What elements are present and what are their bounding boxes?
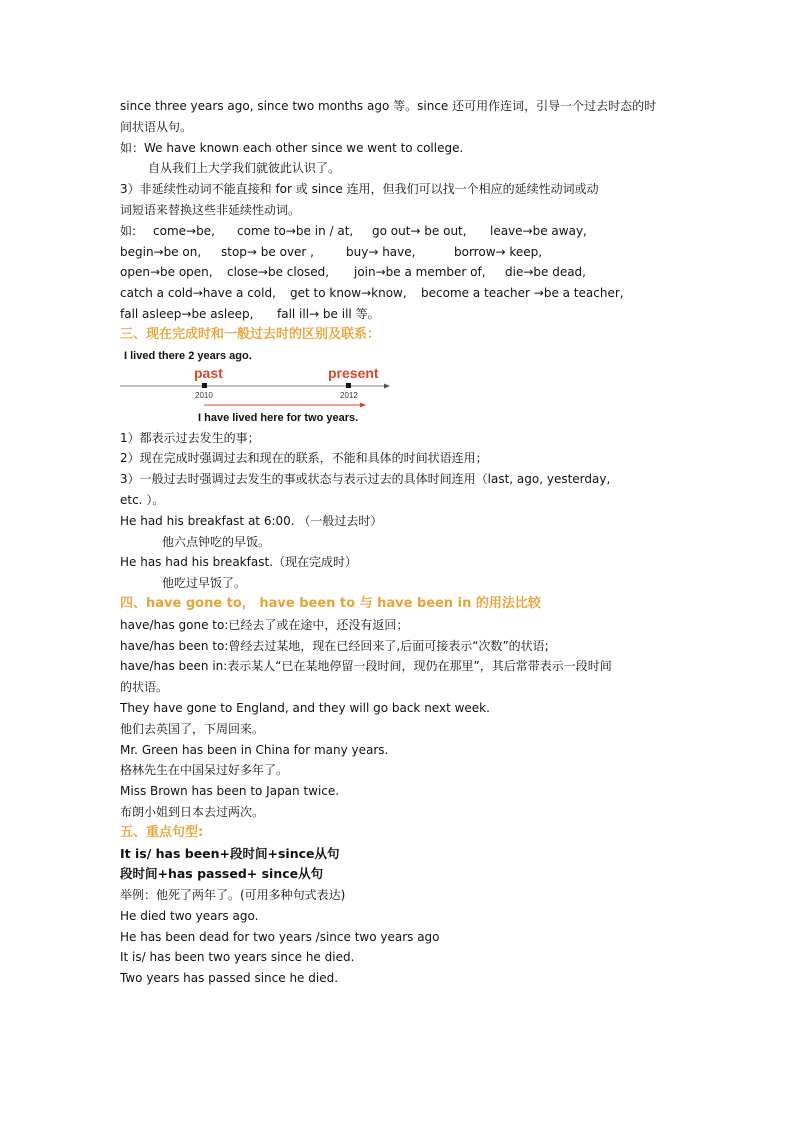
text-line: etc. ）。 bbox=[120, 492, 165, 507]
timeline-year-past: 2010 bbox=[195, 390, 213, 400]
timeline-past-label: past bbox=[194, 364, 223, 381]
example-sentence: He had his breakfast at 6:00. （一般过去时） bbox=[120, 513, 383, 528]
verb-pair: fall asleep→be asleep, bbox=[120, 306, 254, 321]
verb-pairs-row-2 bbox=[120, 242, 680, 263]
verb-pair: open→be open, bbox=[120, 265, 213, 280]
verb-pairs-row-3 bbox=[120, 262, 680, 283]
text-line: 举例：他死了两年了。(可用多种句式表达) bbox=[120, 888, 346, 903]
verb-pair: come to→be in / at, bbox=[237, 223, 354, 238]
timeline-year-present: 2012 bbox=[340, 390, 358, 400]
timeline-axis-arrowhead bbox=[384, 383, 390, 388]
example-sentence: It is/ has been two years since he died. bbox=[120, 950, 355, 965]
verb-pair: die→be dead, bbox=[505, 265, 586, 280]
example-sentence: He has been dead for two years /since two years ago bbox=[120, 929, 440, 944]
verb-pair: begin→be on, bbox=[120, 244, 202, 259]
verb-pair: leave→be away, bbox=[490, 223, 587, 238]
verb-pair: close→be closed, bbox=[227, 265, 330, 280]
timeline-past-marker bbox=[202, 383, 207, 388]
text-line: 如：We have known each other since we went to college. bbox=[120, 140, 464, 155]
text-line: 2）现在完成时强调过去和现在的联系，不能和具体的时间状语连用； bbox=[120, 451, 488, 466]
section-heading-5: 五、重点句型: bbox=[120, 824, 204, 840]
timeline-top-sentence: I lived there 2 years ago. bbox=[124, 349, 252, 362]
example-translation: 他六点钟吃的早饭。 bbox=[162, 534, 271, 549]
verb-pair: catch a cold→have a cold, bbox=[120, 286, 276, 301]
section-heading-4: 四、have gone to， have been to 与 have been in 的用法比较 bbox=[120, 595, 541, 611]
verb-pair: get to know→know, bbox=[290, 286, 407, 301]
verb-pair: fall ill→ be ill 等。 bbox=[277, 306, 380, 321]
text-line: since three years ago, since two months ago 等。since 还可用作连词，引导一个过去时态的时 bbox=[120, 99, 657, 113]
text-line: 自从我们上大学我们就彼此认识了。 bbox=[148, 161, 341, 176]
verb-pair: come→be, bbox=[153, 223, 215, 238]
verb-pair: join→be a member of, bbox=[354, 265, 486, 280]
text-line: 词短语来替换这些非延续性动词。 bbox=[120, 202, 301, 217]
verb-pair: stop→ be over , bbox=[221, 244, 314, 259]
verb-pairs-row-1 bbox=[120, 221, 680, 242]
text-line: 1）都表示过去发生的事； bbox=[120, 430, 260, 445]
section-heading-3: 三、现在完成时和一般过去时的区别及联系： bbox=[120, 326, 381, 342]
sentence-pattern: It is/ has been+段时间+since从句 bbox=[120, 845, 340, 861]
example-sentence: He died two years ago. bbox=[120, 908, 259, 923]
example-sentence: Two years has passed since he died. bbox=[120, 971, 339, 986]
timeline-present-label: present bbox=[328, 364, 379, 381]
verb-pair: borrow→ keep, bbox=[454, 244, 543, 259]
text-line: 3）一般过去时强调过去发生的事或状态与表示过去的具体时间连用（last, ago, yesterday, bbox=[120, 472, 611, 487]
tense-timeline-diagram bbox=[120, 346, 680, 428]
example-sentence: Mr. Green has been in China for many years. bbox=[120, 742, 389, 757]
verb-pairs-row-5 bbox=[120, 304, 680, 325]
text-line: have/has been in:表示某人“已在某地停留一段时间，现仍在那里”，其后常带表示一段时间 bbox=[120, 659, 612, 674]
text-line: have/has gone to:已经去了或在途中，还没有返回； bbox=[120, 617, 409, 632]
example-sentence: They have gone to England, and they will go back next week. bbox=[120, 700, 490, 715]
verb-pair: go out→ be out, bbox=[372, 223, 467, 238]
example-translation: 他吃过早饭了。 bbox=[162, 576, 247, 591]
text-line: have/has been to:曾经去过某地，现在已经回来了,后面可接表示“次数”的状语; bbox=[120, 638, 549, 653]
text-line: 间状语从句。 bbox=[120, 119, 193, 134]
document-page bbox=[120, 96, 680, 989]
timeline-duration-arrowhead bbox=[360, 402, 366, 407]
verb-pair: become a teacher →be a teacher, bbox=[421, 286, 624, 301]
example-translation: 他们去英国了，下周回来。 bbox=[120, 721, 265, 736]
text-line: 3）非延续性动词不能直接和 for 或 since 连用，但我们可以找一个相应的延续性动词或动 bbox=[120, 182, 599, 197]
verb-pair: 如: bbox=[120, 223, 137, 238]
example-sentence: Miss Brown has been to Japan twice. bbox=[120, 784, 340, 799]
example-translation: 格林先生在中国呆过好多年了。 bbox=[120, 763, 289, 778]
verb-pair: buy→ have, bbox=[346, 244, 416, 259]
timeline-bottom-sentence: I have lived here for two years. bbox=[198, 411, 359, 424]
timeline-present-marker bbox=[346, 383, 351, 388]
example-sentence: He has had his breakfast.（现在完成时） bbox=[120, 555, 357, 570]
text-line: 的状语。 bbox=[120, 680, 169, 695]
example-translation: 布朗小姐到日本去过两次。 bbox=[120, 804, 265, 819]
timeline-svg bbox=[120, 346, 680, 428]
sentence-pattern: 段时间+has passed+ since从句 bbox=[120, 866, 324, 882]
verb-pairs-row-4 bbox=[120, 283, 680, 304]
